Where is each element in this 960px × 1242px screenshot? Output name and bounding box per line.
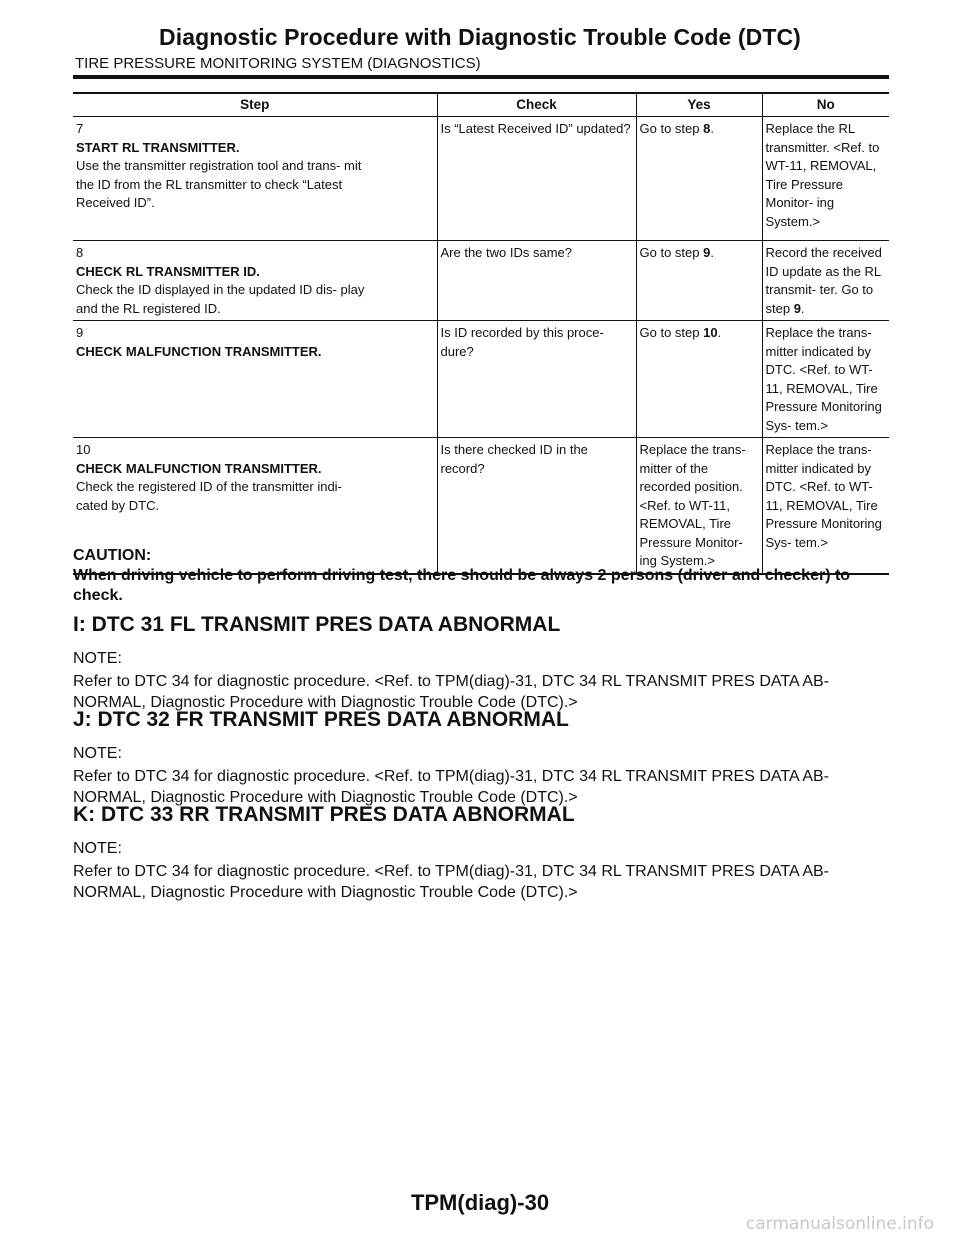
- note-text: Refer to DTC 34 for diagnostic procedure. <Ref. to TPM(diag)-31, DTC 34 RL TRANSMIT PRES DATA AB- NORMAL, Diagnostic Procedure with Diagnostic Trouble Code (DTC).>: [73, 768, 829, 806]
- table-header-row: [73, 93, 889, 117]
- diagnostic-table: [73, 92, 889, 575]
- page-title: Diagnostic Procedure with Diagnostic Trouble Code (DTC): [159, 24, 801, 50]
- yes-cell: Go to step 9.: [636, 241, 762, 321]
- check-cell: Is “Latest Received ID” updated?: [437, 117, 636, 241]
- step-description: Use the transmitter registration tool and trans- mit the ID from the RL transmitter to check “Latest Received ID”.: [76, 158, 362, 210]
- check-cell: Are the two IDs same?: [437, 241, 636, 321]
- step-number: 10: [76, 442, 91, 457]
- section-title: J: DTC 32 FR TRANSMIT PRES DATA ABNORMAL: [73, 708, 569, 731]
- step-title: CHECK MALFUNCTION TRANSMITTER.: [76, 460, 322, 476]
- note-text: Refer to DTC 34 for diagnostic procedure. <Ref. to TPM(diag)-31, DTC 34 RL TRANSMIT PRES DATA AB- NORMAL, Diagnostic Procedure with Diagnostic Trouble Code (DTC).>: [73, 673, 829, 711]
- no-cell: Record the received ID update as the RL transmit- ter. Go to step 9.: [762, 241, 889, 321]
- section-title: I: DTC 31 FL TRANSMIT PRES DATA ABNORMAL: [73, 613, 561, 636]
- no-cell: Replace the RL transmitter. <Ref. to WT-11, REMOVAL, Tire Pressure Monitor- ing System.>: [762, 117, 889, 241]
- step-title: CHECK RL TRANSMITTER ID.: [76, 263, 260, 279]
- note-text: Refer to DTC 34 for diagnostic procedure. <Ref. to TPM(diag)-31, DTC 34 RL TRANSMIT PRES DATA AB- NORMAL, Diagnostic Procedure with Diagnostic Trouble Code (DTC).>: [73, 863, 829, 901]
- note-label: NOTE:: [73, 840, 122, 857]
- note-label: NOTE:: [73, 650, 122, 667]
- table-row: [73, 117, 889, 241]
- step-number: 7: [76, 121, 84, 136]
- column-header-no: No: [762, 93, 889, 117]
- table-row: [73, 241, 889, 321]
- yes-cell: Go to step 8.: [636, 117, 762, 241]
- step-title: CHECK MALFUNCTION TRANSMITTER.: [76, 343, 322, 359]
- note-label: NOTE:: [73, 745, 122, 762]
- caution-label: CAUTION:: [73, 547, 152, 564]
- step-description: Check the ID displayed in the updated ID dis- play and the RL registered ID.: [76, 282, 365, 316]
- caution-block: [73, 546, 889, 606]
- section-title: K: DTC 33 RR TRANSMIT PRES DATA ABNORMAL: [73, 803, 575, 826]
- step-cell: [73, 241, 437, 321]
- no-cell: Replace the trans- mitter indicated by DTC. <Ref. to WT- 11, REMOVAL, Tire Pressure Monitoring Sys- tem.>: [762, 438, 889, 574]
- caution-text: When driving vehicle to perform driving test, there should be always 2 persons (driver and checker) to check.: [73, 567, 851, 604]
- column-header-check: Check: [437, 93, 636, 117]
- yes-cell: Replace the trans- mitter of the recorded position. <Ref. to WT-11, REMOVAL, Tire Pressure Monitor- ing System.>: [636, 438, 762, 574]
- check-cell: Is ID recorded by this proce- dure?: [437, 321, 636, 438]
- check-cell: Is there checked ID in the record?: [437, 438, 636, 574]
- header-divider: [73, 75, 889, 79]
- step-description: Check the registered ID of the transmitter indi- cated by DTC.: [76, 479, 342, 513]
- step-cell: [73, 117, 437, 241]
- column-header-yes: Yes: [636, 93, 762, 117]
- step-cell: [73, 321, 437, 438]
- step-number: 8: [76, 245, 84, 260]
- table-row: [73, 321, 889, 438]
- page-subtitle: TIRE PRESSURE MONITORING SYSTEM (DIAGNOSTICS): [75, 55, 481, 72]
- watermark-text: carmanualsonline.info: [745, 1214, 934, 1234]
- step-title: START RL TRANSMITTER.: [76, 139, 240, 155]
- column-header-step: Step: [73, 93, 437, 117]
- step-number: 9: [76, 325, 84, 340]
- no-cell: Replace the trans- mitter indicated by DTC. <Ref. to WT- 11, REMOVAL, Tire Pressure Monitoring Sys- tem.>: [762, 321, 889, 438]
- yes-cell: Go to step 10.: [636, 321, 762, 438]
- page-number: TPM(diag)-30: [410, 1190, 550, 1215]
